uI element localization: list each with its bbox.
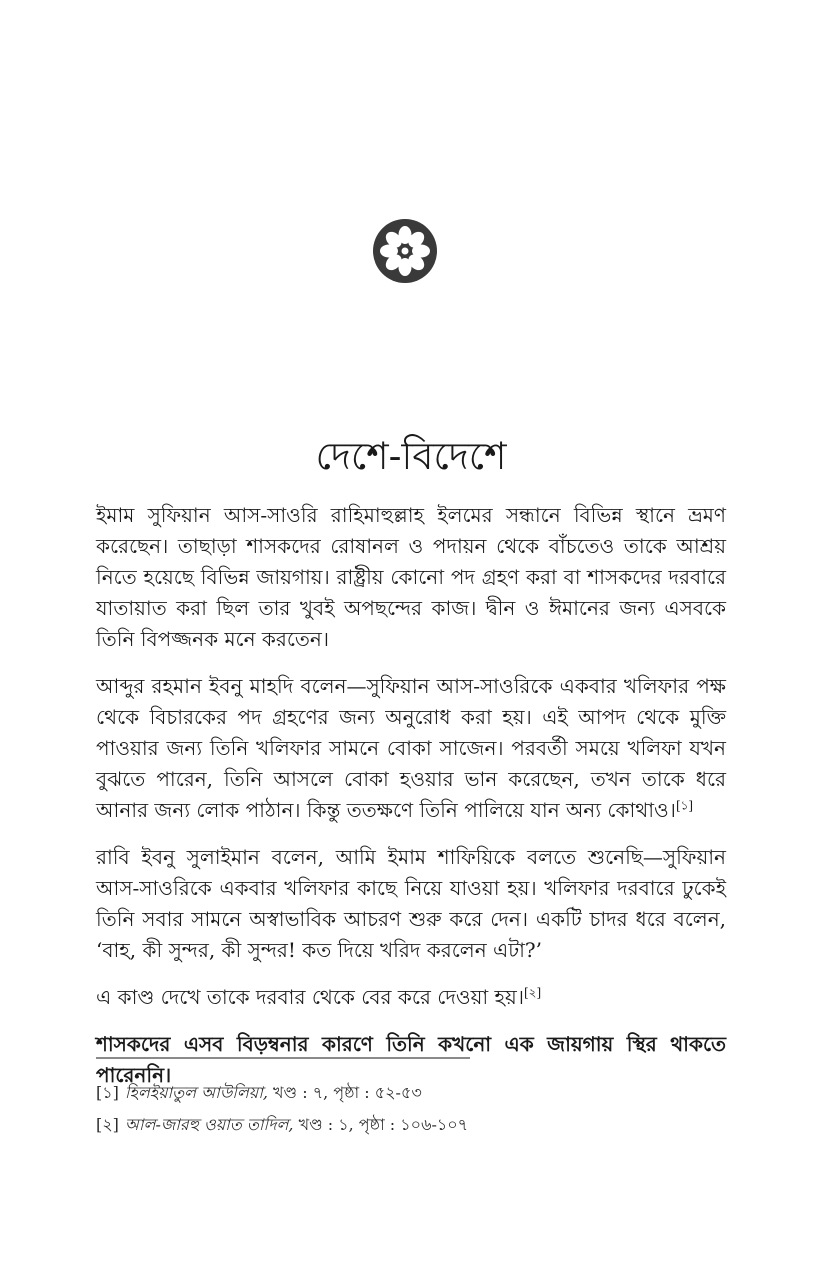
footnote: [96, 1112, 726, 1138]
footnote-divider: [96, 1057, 470, 1059]
chapter-body: [96, 500, 726, 1107]
footnote-source: হিলইয়াতুল আউলিয়া,: [124, 1083, 268, 1102]
paragraph: [96, 500, 726, 655]
footnotes: [96, 1080, 726, 1144]
paragraph-text: শাসকদের এসব বিড়ম্বনার কারণে তিনি কখনো এক জায়গায় স্থির থাকতে পারেননি।: [96, 1032, 726, 1087]
footnote-number: [২]: [96, 1115, 119, 1134]
paragraph: [96, 842, 726, 966]
footnote-detail: খণ্ড : ১, পৃষ্ঠা : ১০৬-১০৭: [293, 1115, 469, 1134]
paragraph-text: এ কাণ্ড দেখে তাকে দরবার থেকে বের করে দেওয়া হয়।: [96, 985, 524, 1009]
chapter-title: দেশে-বিদেশে: [315, 434, 507, 478]
paragraph: [96, 982, 726, 1013]
paragraph-text: ইমাম সুফিয়ান আস-সাওরি রাহিমাহুল্লাহ ইলমের সন্ধানে বিভিন্ন স্থানে ভ্রমণ করেছেন। তাছাড়া শাসকদের রোষানল ও পদায়ন থেকে বাঁচতেও তাকে আশ্রয় নিতে হয়েছে বিভিন্ন জায়গায়। রাষ্ট্রীয় কোনো পদ গ্রহণ করা বা শাসকদের দরবারে যাতায়াত করা ছিল তার খুবই অপছন্দের কাজ। দ্বীন ও ঈমানের জন্য এসবকে তিনি বিপজ্জনক মনে করতেন।: [96, 503, 726, 651]
flower-ornament-icon: [372, 218, 438, 284]
paragraph-text: আব্দুর রহমান ইবনু মাহদি বলেন—সুফিয়ান আস-সাওরিকে একবার খলিফার পক্ষ থেকে বিচারকের পদ গ্রহণের জন্য অনুরোধ করা হয়। এই আপদ থেকে মুক্তি পাওয়ার জন্য তিনি খলিফার সামনে বোকা সাজেন। পরবর্তী সময়ে খলিফা যখন বুঝতে পারেন, তিনি আসলে বোকা হওয়ার ভান করেছেন, তখন তাকে ধরে আনার জন্য লোক পাঠান। কিন্তু ততক্ষণে তিনি পালিয়ে যান অন্য কোথাও।: [96, 674, 726, 822]
footnote-detail: খণ্ড : ৭, পৃষ্ঠা : ৫২-৫৩: [267, 1083, 422, 1102]
footnote-number: [১]: [96, 1083, 119, 1102]
footnote-reference[interactable]: [২]: [524, 985, 542, 1000]
paragraph: [96, 671, 726, 826]
paragraph-text: রাবি ইবনু সুলাইমান বলেন, আমি ইমাম শাফিয়িকে বলতে শুনেছি—সুফিয়ান আস-সাওরিকে একবার খলিফার কাছে নিয়ে যাওয়া হয়। খলিফার দরবারে ঢুকেই তিনি সবার সামনে অস্বাভাবিক আচরণ শুরু করে দেন। একটি চাদর ধরে বলেন, ‘বাহ, কী সুন্দর, কী সুন্দর! কত দিয়ে খরিদ করলেন এটা?’: [96, 845, 726, 962]
footnote-source: আল-জারহু ওয়াত তাদিল,: [124, 1115, 294, 1134]
footnote: [96, 1080, 726, 1106]
footnote-reference[interactable]: [১]: [675, 798, 694, 813]
